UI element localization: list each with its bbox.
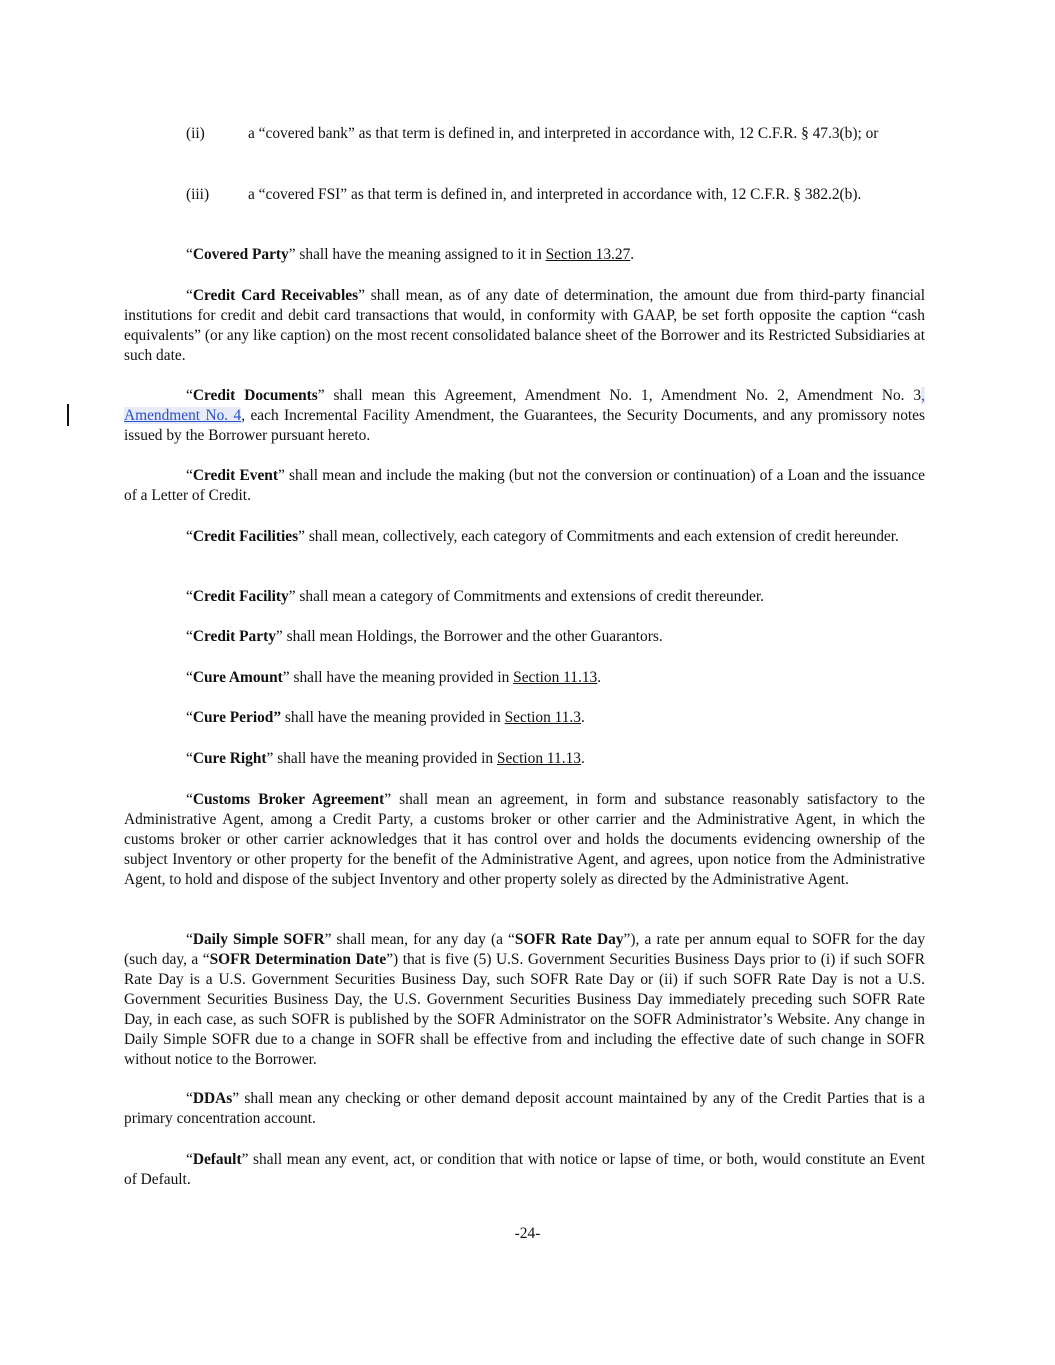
- section-reference: Section 11.13: [513, 669, 598, 686]
- defined-term: Customs Broker Agreement: [192, 791, 385, 808]
- defined-term: Credit Documents: [192, 387, 318, 404]
- definition-credit-card-receivables: “Credit Card Receivables” shall mean, as of any date of determination, the amount due from third-party financial institutions for credit and debit card transactions that would, in conformity with GAAP, be set forth opposite the caption “cash equivalents” (or any like caption) on the most recent consolidated balance sheet of the Borrower and its Restricted Subsidiaries at such date.: [124, 287, 925, 364]
- definition-cure-period: “Cure Period” shall have the meaning provided in Section 11.3.: [186, 709, 585, 726]
- list-number: (iii): [186, 186, 210, 203]
- defined-term: Default: [192, 1151, 242, 1168]
- definition-credit-party: “Credit Party” shall mean Holdings, the Borrower and the other Guarantors.: [186, 628, 663, 645]
- definition-customs-broker-agreement: “Customs Broker Agreement” shall mean an agreement, in form and substance reasonably satisfactory to the Administrative Agent, among a Credit Party, a customs broker or other carrier and the Administrative Agent, in which the customs broker or other carrier acknowledges that it has control over and holds the documents evidencing ownership of the subject Inventory or other property for the benefit of the Administrative Agent, and agrees, upon notice from the Administrative Agent, to hold and dispose of the subject Inventory and other property solely as directed by the Administrative Agent.: [124, 791, 925, 888]
- definition-credit-event: “Credit Event” shall mean and include the making (but not the conversion or continuation) of a Loan and the issuance of a Letter of Credit.: [124, 467, 925, 504]
- defined-term: Cure Amount: [192, 669, 283, 686]
- section-reference: Section 11.13: [496, 750, 581, 767]
- change-bar: [67, 404, 69, 426]
- section-reference: Section 11.3: [504, 709, 581, 726]
- definition-daily-simple-sofr: “Daily Simple SOFR” shall mean, for any day (a “SOFR Rate Day”), a rate per annum equal to SOFR for the day (such day, a “SOFR Determination Date”) that is five (5) U.S. Government Securities Business Days prior to (i) if such SOFR Rate Day is a U.S. Government Securities Business Day, such SOFR Rate Day or (ii) if such SOFR Rate Day is not a U.S. Government Securities Business Day, the U.S. Government Securities Business Day immediately preceding such SOFR Rate Day, in each case, as such SOFR is published by the SOFR Administrator on the SOFR Administrator’s Website. Any change in Daily Simple SOFR due to a change in SOFR shall be effective from and including the effective date of such change in SOFR without notice to the Borrower.: [124, 931, 926, 1068]
- defined-term: Credit Party: [192, 628, 276, 645]
- section-reference: Section 13.27: [545, 246, 631, 263]
- defined-term: Credit Card Receivables: [192, 287, 359, 304]
- defined-term: Cure Period”: [192, 709, 282, 726]
- definition-credit-documents: “Credit Documents” shall mean this Agreement, Amendment No. 1, Amendment No. 2, Amendment No. 3, Amendment No. 4, each Incremental Facility Amendment, the Guarantees, the Security Documents, and any promissory notes issued by the Borrower pursuant hereto.: [124, 387, 925, 444]
- list-text: a “covered FSI” as that term is defined in, and interpreted in accordance with, 12 C.F.R. § 382.2(b).: [248, 186, 862, 203]
- list-text: a “covered bank” as that term is defined in, and interpreted in accordance with, 12 C.F.R. § 47.3(b); or: [248, 125, 879, 142]
- page-number: -24-: [514, 1225, 541, 1242]
- defined-term: Covered Party: [192, 246, 289, 263]
- definition-credit-facility: “Credit Facility” shall mean a category of Commitments and extensions of credit thereunder.: [186, 588, 764, 605]
- definition-cure-amount: “Cure Amount” shall have the meaning provided in Section 11.13.: [186, 669, 602, 686]
- defined-term: DDAs: [192, 1090, 233, 1107]
- definition-covered-party: “Covered Party” shall have the meaning assigned to it in Section 13.27.: [186, 246, 635, 263]
- defined-term: Daily Simple SOFR: [192, 931, 325, 948]
- list-number: (ii): [186, 125, 205, 142]
- definition-credit-facilities: “Credit Facilities” shall mean, collectively, each category of Commitments and each extension of credit hereunder.: [186, 528, 899, 545]
- defined-term: Cure Right: [192, 750, 267, 767]
- defined-term: Credit Facility: [192, 588, 289, 605]
- tracked-insertion: , Amendment No. 4: [124, 387, 925, 424]
- defined-term: SOFR Determination Date: [209, 951, 387, 968]
- definition-ddas: “DDAs” shall mean any checking or other demand deposit account maintained by any of the Credit Parties that is a primary concentration account.: [124, 1090, 925, 1127]
- defined-term: SOFR Rate Day: [514, 931, 624, 948]
- definition-default: “Default” shall mean any event, act, or condition that with notice or lapse of time, or both, would constitute an Event of Default.: [124, 1151, 925, 1188]
- definition-cure-right: “Cure Right” shall have the meaning provided in Section 11.13.: [186, 750, 585, 767]
- defined-term: Credit Facilities: [192, 528, 299, 545]
- defined-term: Credit Event: [192, 467, 278, 484]
